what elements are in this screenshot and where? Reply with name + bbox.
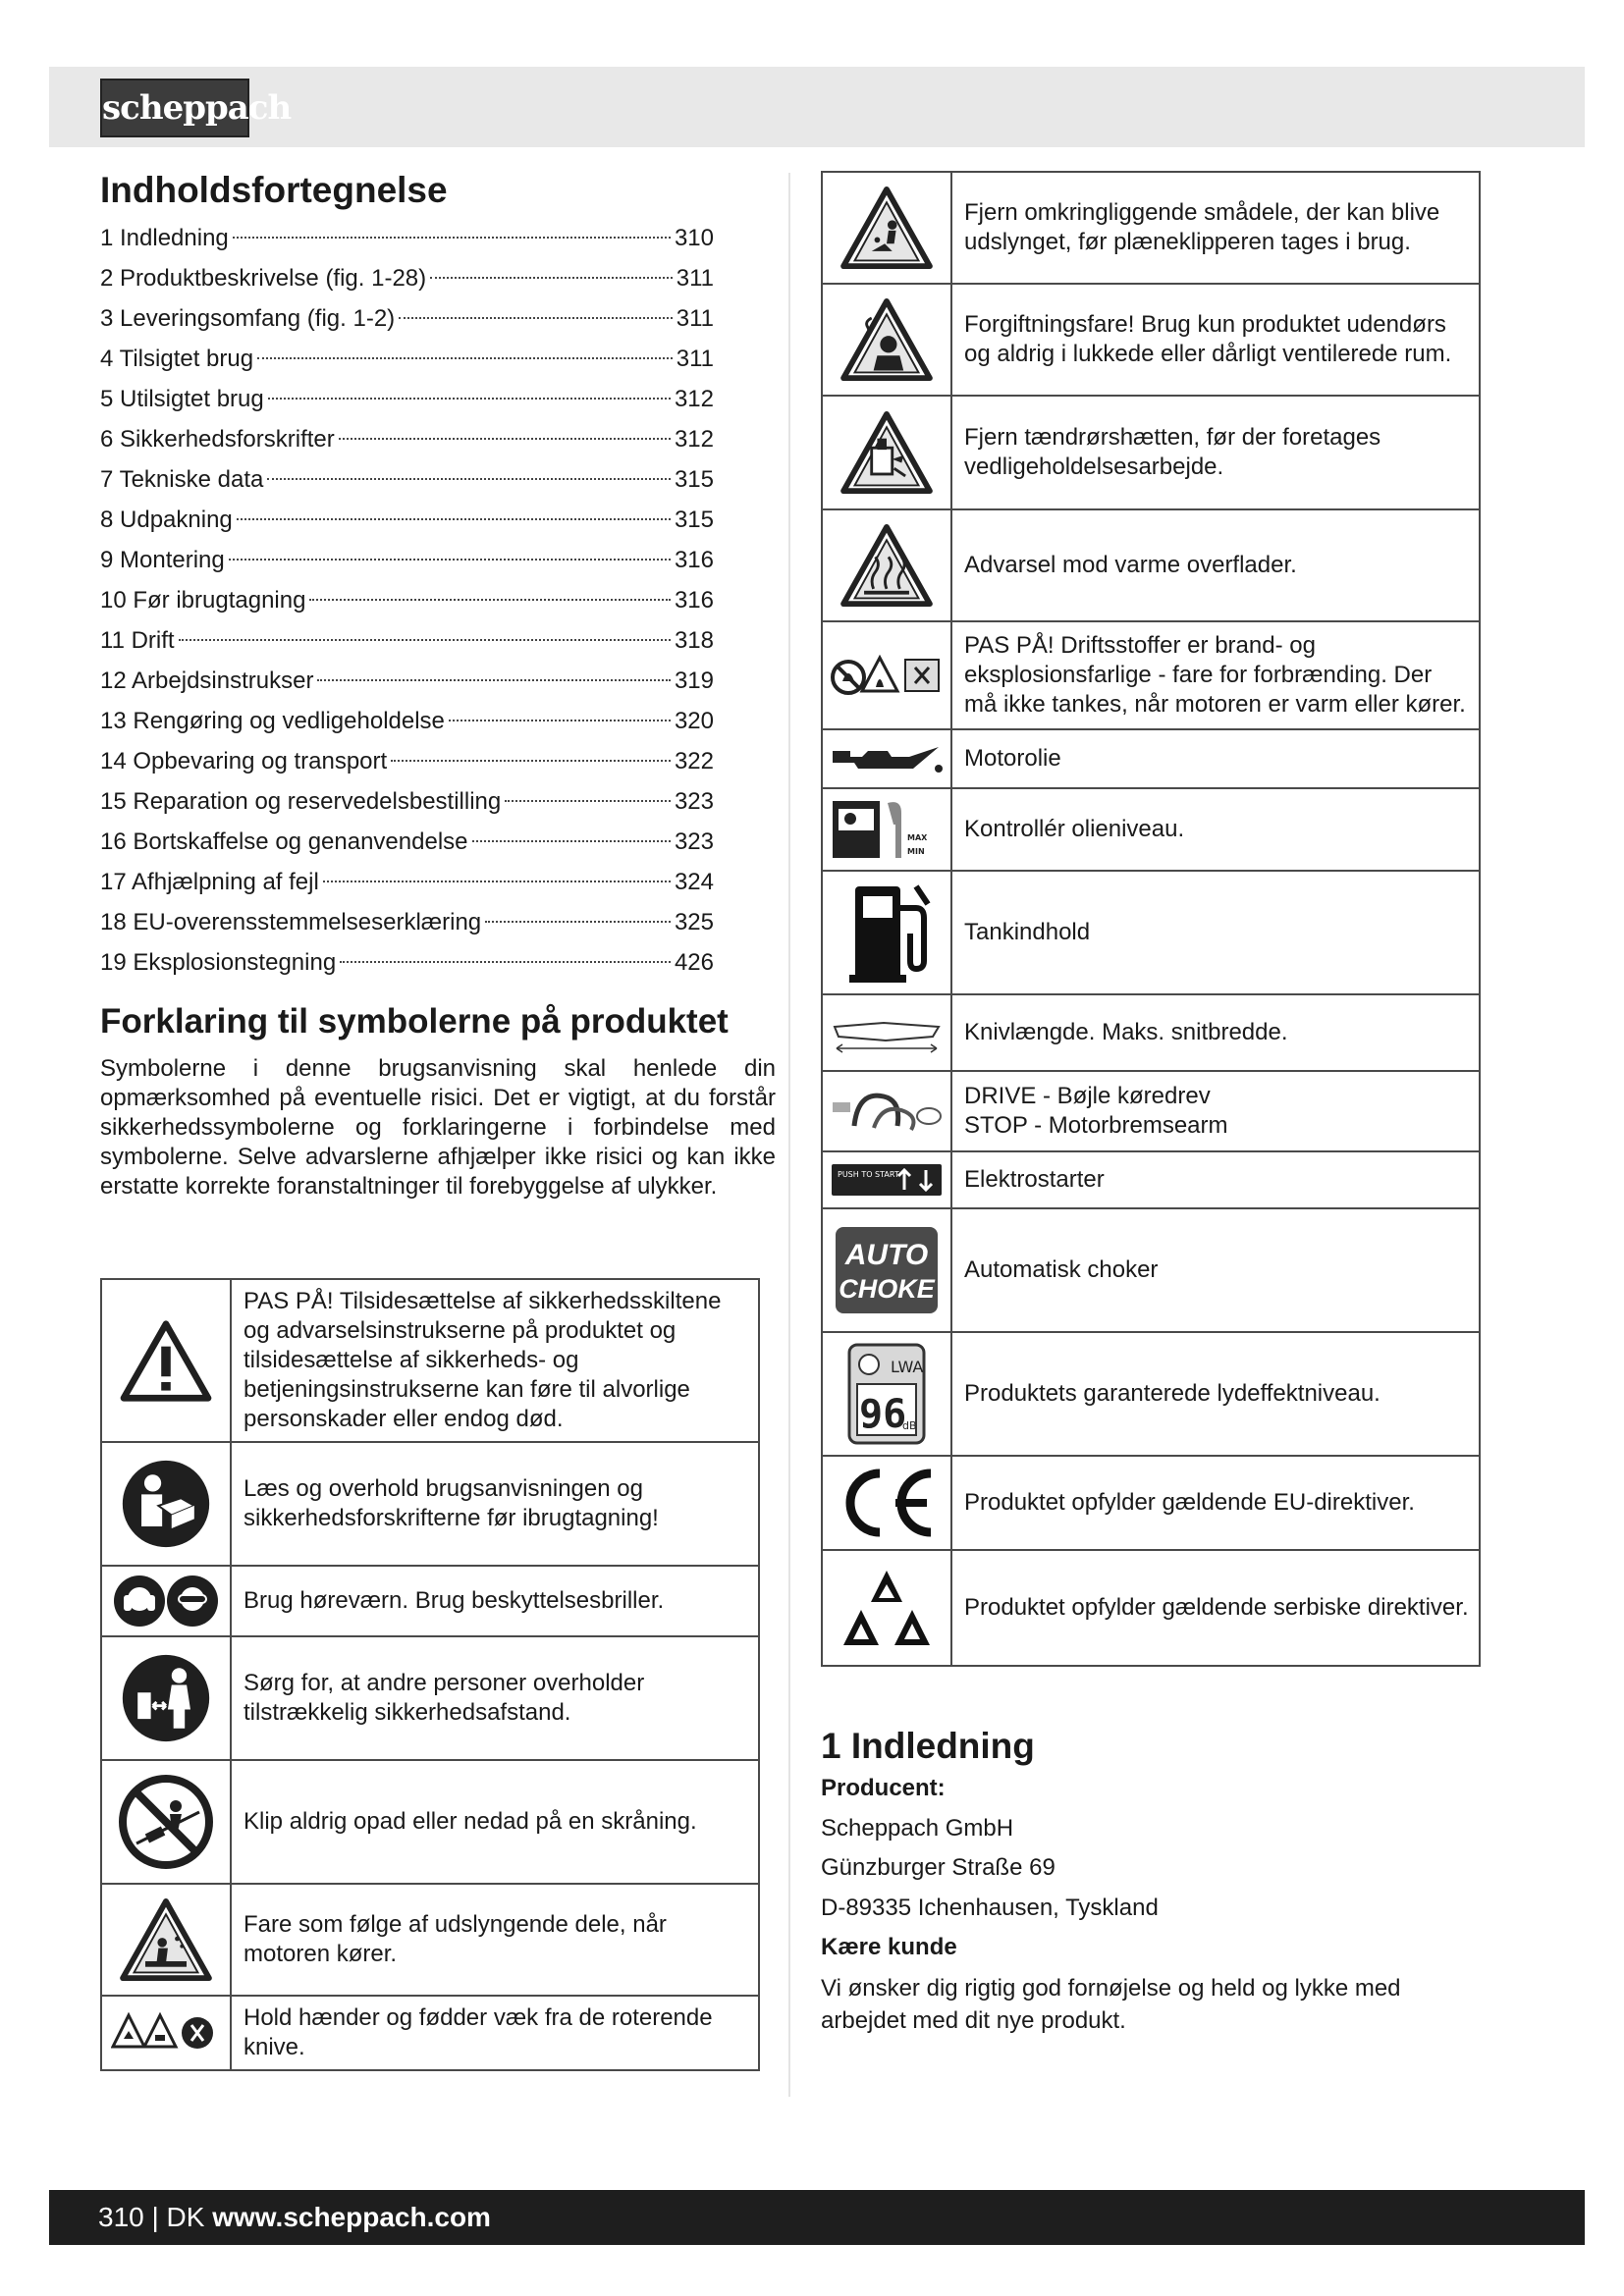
toc-entry[interactable] [100, 540, 714, 580]
toc-leader-dots [267, 478, 671, 480]
symbol-table-right [821, 171, 1481, 1667]
safety-distance-icon [101, 1636, 231, 1760]
symbol-row [822, 509, 1480, 621]
scheppach-logo: scheppach [100, 79, 249, 137]
no-slope-mowing-icon [101, 1760, 231, 1884]
toc-entry[interactable] [100, 298, 714, 339]
symbol-description: Elektrostarter [951, 1151, 1480, 1208]
auto-choke-line2: CHOKE [839, 1274, 935, 1304]
toc-leader-dots [257, 357, 673, 359]
toc-entry-page: 324 [674, 869, 714, 895]
symbol-description: Fare som følge af udslyngende dele, når motoren kører. [231, 1884, 759, 1996]
toc-leader-dots [485, 921, 671, 923]
auto-choke-icon [822, 1208, 951, 1332]
symbols-title: Forklaring til symbolerne på produktet [100, 1002, 729, 1041]
toc-entry-page: 315 [674, 507, 714, 533]
greeting: Kære kunde [821, 1934, 957, 1960]
symbol-row [822, 994, 1480, 1071]
toc-leader-dots [268, 398, 671, 400]
left-column [100, 169, 778, 1201]
toc-entry-label: 15 Reparation og reservedelsbestilling [100, 788, 502, 815]
toc-entry-page: 323 [674, 788, 714, 815]
symbol-description: Fjern tændrørshætten, før der foretages vedligeholdelsesarbejde. [951, 396, 1480, 509]
symbol-row [822, 871, 1480, 994]
toc-entry[interactable] [100, 500, 714, 540]
toc-entry-page: 312 [674, 386, 714, 412]
toc-entry-page: 323 [674, 828, 714, 855]
symbol-description-line: DRIVE - Bøjle køredrev [964, 1083, 1211, 1109]
symbol-row [822, 621, 1480, 729]
toc-leader-dots [391, 760, 671, 762]
electric-starter-icon [822, 1151, 951, 1208]
symbol-row [822, 788, 1480, 871]
blade-length-icon [822, 994, 951, 1071]
toc-entry-page: 316 [674, 547, 714, 573]
toc-entry-page: 322 [674, 748, 714, 774]
toc-leader-dots [505, 800, 671, 802]
drive-stop-lever-icon [822, 1071, 951, 1151]
toc-leader-dots [309, 599, 671, 601]
toc-entry-page: 319 [674, 667, 714, 694]
flying-debris-icon [101, 1884, 231, 1996]
push-to-start-label: PUSH TO START [838, 1170, 899, 1179]
company-name: Scheppach GmbH [821, 1814, 1014, 1842]
symbol-description: Læs og overhold brugsanvisningen og sikkerhedsforskrifterne før ibrugtagning! [231, 1442, 759, 1566]
toc-leader-dots [323, 881, 671, 882]
toc-entry-page: 325 [674, 909, 714, 935]
toc-entry-page: 320 [674, 708, 714, 734]
symbols-intro: Symbolerne i denne brugsanvisning skal henlede din opmærksomhed på eventuelle risici. Det er vigtigt, at du forstår sikkerhedssymbolerne og forklaringerne i forbindelse med symbolerne. Selve advarslerne afhjælper ikke risici og kan ikke erstatte korrekte foranstaltninger til forebyggelse af ulykker. [100, 1055, 776, 1200]
toc-entry-label: 2 Produktbeskrivelse (fig. 1-28) [100, 265, 427, 292]
sound-unit: dB [902, 1419, 917, 1432]
introduction-section [821, 1724, 1469, 2037]
toc-entry-page: 311 [676, 305, 714, 332]
toc-entry-page: 312 [674, 426, 714, 453]
toc-entry[interactable] [100, 661, 714, 701]
oil-level-icon [822, 788, 951, 871]
toc-entry-label: 12 Arbejdsinstrukser [100, 667, 314, 694]
spark-plug-icon [822, 396, 951, 509]
symbol-row [822, 284, 1480, 396]
toc-leader-dots [237, 518, 671, 520]
toc-entry[interactable] [100, 701, 714, 741]
fuel-fire-icon [822, 621, 951, 729]
toc-entry-label: 11 Drift [100, 627, 175, 654]
toc-leader-dots [233, 237, 671, 239]
rotating-blades-icon [101, 1996, 231, 2070]
toc-entry-label: 10 Før ibrugtagning [100, 587, 306, 614]
toc-entry[interactable] [100, 902, 714, 942]
toc-entry-page: 315 [674, 466, 714, 493]
toc-entry[interactable] [100, 862, 714, 902]
symbol-row [822, 396, 1480, 509]
page-footer [49, 2190, 1585, 2245]
symbol-description: Forgiftningsfare! Brug kun produktet udendørs og aldrig i lukkede eller dårligt ventilerede rum. [951, 284, 1480, 396]
symbol-row [822, 172, 1480, 284]
page-header [49, 67, 1585, 147]
lwa-label: LWA [891, 1358, 924, 1376]
symbol-description: Kontrollér olieniveau. [951, 788, 1480, 871]
sound-power-icon [822, 1332, 951, 1456]
toc-entry-page: 426 [674, 949, 714, 976]
symbol-table-left [100, 1278, 760, 2071]
symbol-description: Produktet opfylder gældende EU-direktiver. [951, 1456, 1480, 1550]
toc-leader-dots [229, 559, 671, 561]
toc-entry-label: 5 Utilsigtet brug [100, 386, 264, 412]
symbol-row [101, 1996, 759, 2070]
table-of-contents [100, 218, 778, 983]
symbol-description: PAS PÅ! Tilsidesættelse af sikkerhedsskiltene og advarselsinstrukserne på produktet og tilsidesættelse af sikkerheds- og betjeningsinstrukserne kan føre til alvorlige personskader eller endog død. [231, 1279, 759, 1442]
producer-label: Producent: [821, 1775, 946, 1801]
toc-leader-dots [430, 277, 673, 279]
symbol-description: Sørg for, at andre personer overholder tilstrækkelig sikkerhedsafstand. [231, 1636, 759, 1760]
symbol-row [101, 1760, 759, 1884]
serbian-mark-icon [822, 1550, 951, 1666]
page-number: 310 | DK [98, 2202, 205, 2232]
symbol-row [822, 729, 1480, 788]
toc-entry-label: 17 Afhjælpning af fejl [100, 869, 319, 895]
symbol-description: Knivlængde. Maks. snitbredde. [951, 994, 1480, 1071]
column-divider [788, 173, 790, 2097]
symbol-description [951, 1071, 1480, 1151]
symbol-description: Brug høreværn. Brug beskyttelsesbriller. [231, 1566, 759, 1636]
toc-leader-dots [449, 720, 671, 721]
toc-entry[interactable] [100, 419, 714, 459]
sound-value: 96 [859, 1392, 907, 1437]
toc-entry[interactable] [100, 218, 714, 258]
auto-choke-line1: AUTO [844, 1239, 929, 1271]
ear-eye-protection-icon [101, 1566, 231, 1636]
toc-entry-label: 7 Tekniske data [100, 466, 264, 493]
toc-entry[interactable] [100, 379, 714, 419]
fuel-pump-icon [822, 871, 951, 994]
engine-oil-icon [822, 729, 951, 788]
symbol-row [101, 1566, 759, 1636]
remove-objects-icon [822, 172, 951, 284]
toc-entry[interactable] [100, 620, 714, 661]
symbol-description: Produktet opfylder gældende serbiske direktiver. [951, 1550, 1480, 1666]
welcome-message: Vi ønsker dig rigtig god fornøjelse og held og lykke med arbejdet med dit nye produkt. [821, 1974, 1401, 2034]
toc-leader-dots [339, 438, 671, 440]
symbol-description: Motorolie [951, 729, 1480, 788]
oil-max-label: MAX [907, 833, 928, 842]
symbol-description: Fjern omkringliggende smådele, der kan blive udslynget, før plæneklipperen tages i brug. [951, 172, 1480, 284]
warning-triangle-icon [101, 1279, 231, 1442]
read-manual-icon [101, 1442, 231, 1566]
ce-mark-icon [822, 1456, 951, 1550]
toc-entry-page: 316 [674, 587, 714, 614]
symbol-description: Hold hænder og fødder væk fra de roterende knive. [231, 1996, 759, 2070]
toc-entry-label: 18 EU-overensstemmelseserklæring [100, 909, 482, 935]
symbol-description: Advarsel mod varme overflader. [951, 509, 1480, 621]
toc-entry[interactable] [100, 781, 714, 822]
toc-entry[interactable] [100, 580, 714, 620]
toc-entry-label: 9 Montering [100, 547, 225, 573]
oil-min-label: MIN [907, 847, 925, 856]
toc-entry[interactable] [100, 942, 714, 983]
toc-leader-dots [340, 961, 671, 963]
symbol-row [101, 1884, 759, 1996]
toc-entry-page: 311 [676, 265, 714, 292]
toc-title: Indholdsfortegnelse [100, 170, 448, 210]
symbol-row [822, 1550, 1480, 1666]
symbol-description-line: STOP - Motorbremsearm [964, 1112, 1228, 1139]
toc-entry-page: 311 [676, 346, 714, 372]
symbol-description: Automatisk choker [951, 1208, 1480, 1332]
toc-entry[interactable] [100, 459, 714, 500]
toc-entry-label: 8 Udpakning [100, 507, 233, 533]
toc-entry-label: 14 Opbevaring og transport [100, 748, 388, 774]
symbol-row [822, 1332, 1480, 1456]
toc-leader-dots [399, 317, 673, 319]
toc-entry[interactable] [100, 741, 714, 781]
footer-url[interactable]: www.scheppach.com [212, 2202, 491, 2232]
symbol-row [101, 1279, 759, 1442]
toc-entry[interactable] [100, 258, 714, 298]
symbol-description: Produktets garanterede lydeffektniveau. [951, 1332, 1480, 1456]
toc-entry-label: 3 Leveringsomfang (fig. 1-2) [100, 305, 396, 332]
toc-entry-label: 19 Eksplosionstegning [100, 949, 337, 976]
symbol-row [101, 1636, 759, 1760]
company-street: Günzburger Straße 69 [821, 1854, 1056, 1881]
toc-entry[interactable] [100, 822, 714, 862]
toc-entry-label: 1 Indledning [100, 225, 229, 251]
symbol-row [822, 1208, 1480, 1332]
symbol-row [822, 1151, 1480, 1208]
toc-entry[interactable] [100, 339, 714, 379]
toc-entry-label: 16 Bortskaffelse og genanvendelse [100, 828, 468, 855]
symbol-description: PAS PÅ! Driftsstoffer er brand- og eksplosionsfarlige - fare for forbrænding. Der må ikke tankes, når motoren er varm eller kører. [951, 621, 1480, 729]
company-city: D-89335 Ichenhausen, Tyskland [821, 1894, 1159, 1921]
symbol-row [822, 1456, 1480, 1550]
toxic-fumes-icon [822, 284, 951, 396]
symbol-row [101, 1442, 759, 1566]
toc-entry-label: 6 Sikkerhedsforskrifter [100, 426, 335, 453]
toc-entry-label: 4 Tilsigtet brug [100, 346, 254, 372]
hot-surface-icon [822, 509, 951, 621]
introduction-title: 1 Indledning [821, 1726, 1035, 1766]
toc-leader-dots [179, 639, 671, 641]
toc-leader-dots [472, 840, 671, 842]
toc-entry-page: 310 [674, 225, 714, 251]
toc-entry-label: 13 Rengøring og vedligeholdelse [100, 708, 445, 734]
symbol-description: Klip aldrig opad eller nedad på en skråning. [231, 1760, 759, 1884]
symbol-description: Tankindhold [951, 871, 1480, 994]
symbol-row [822, 1071, 1480, 1151]
toc-leader-dots [317, 679, 671, 681]
toc-entry-page: 318 [674, 627, 714, 654]
